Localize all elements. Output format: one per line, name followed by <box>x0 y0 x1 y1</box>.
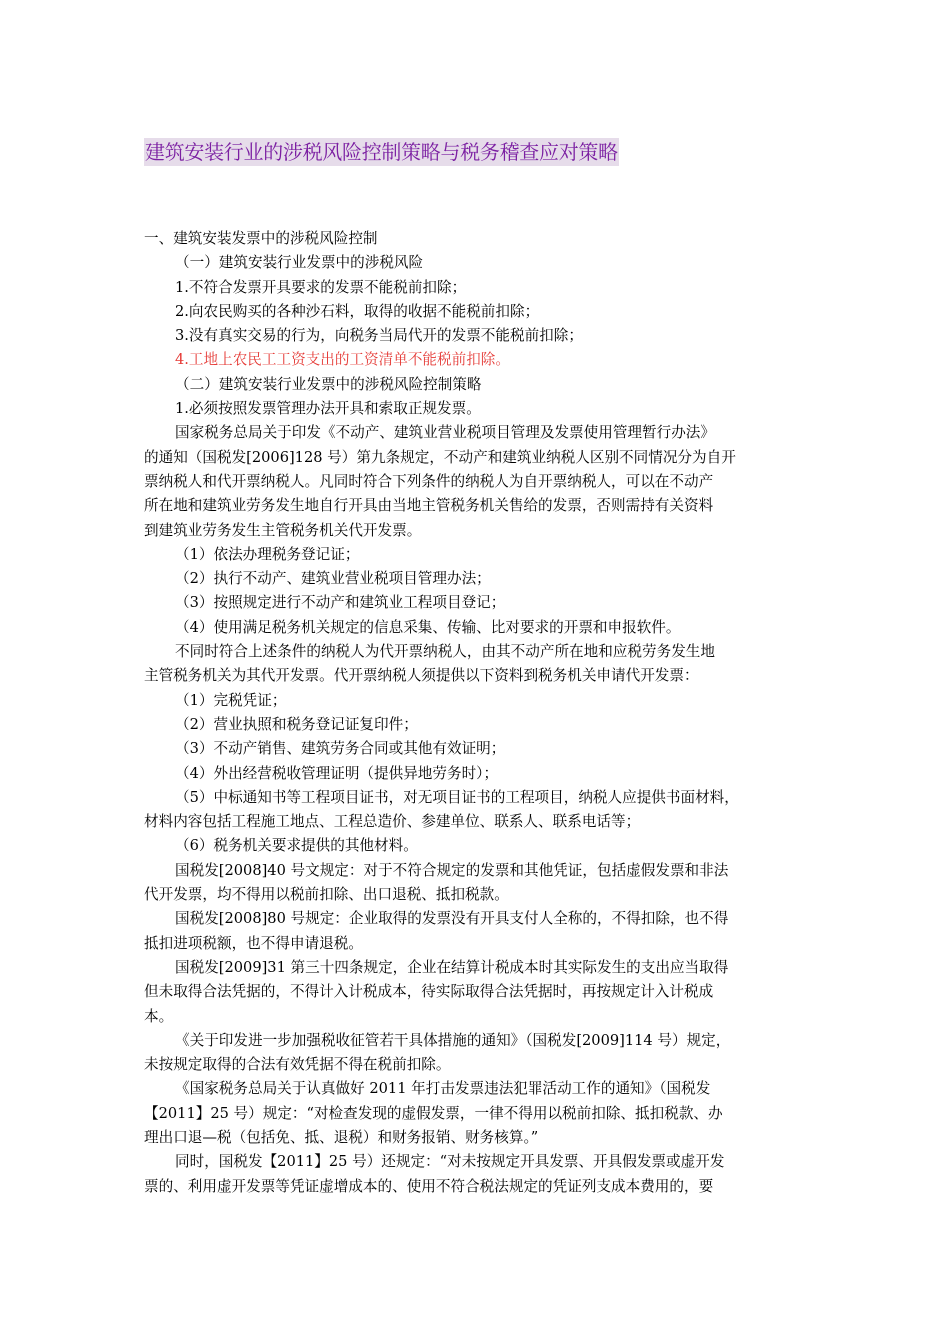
paragraph-line: 国税发[2008]40 号文规定：对于不符合规定的发票和其他凭证，包括虚假发票和非法 <box>175 861 729 879</box>
paragraph <box>144 907 812 956</box>
paragraph-line: 《国家税务总局关于认真做好 2011 年打击发票违法犯罪活动工作的通知》（国税发 <box>175 1080 711 1098</box>
list-item: （4）外出经营税收管理证明（提供异地劳务时）； <box>175 764 499 782</box>
list-item: （3）按照规定进行不动产和建筑业工程项目登记； <box>175 594 506 612</box>
section-heading: 一、建筑安装发票中的涉税风险控制 <box>144 230 378 247</box>
paragraph <box>144 956 812 1029</box>
paragraph-line: 但未取得合法凭据的，不得计入计税成本，待实际取得合法凭据时，再按规定计入计税成 <box>144 983 714 1001</box>
list-item: （4）使用满足税务机关规定的信息采集、传输、比对要求的开票和申报软件。 <box>175 618 681 636</box>
paragraph-line: 不同时符合上述条件的纳税人为代开票纳税人，由其不动产所在地和应税劳务发生地 <box>175 643 715 661</box>
paragraph-line: 票的、利用虚开发票等凭证虚增成本的、使用不符合税法规定的凭证列支成本费用的，要 <box>144 1177 714 1195</box>
paragraph-line: 理出口退—税（包括免、抵、退税）和财务报销、财务核算。” <box>144 1128 539 1146</box>
paragraph-line: 所在地和建筑业劳务发生地自行开具由当地主管税务机关售给的发票，否则需持有关资料 <box>144 497 714 515</box>
list-item: （6）税务机关要求提供的其他材料。 <box>175 837 418 855</box>
paragraph-line: 材料内容包括工程施工地点、工程总造价、参建单位、联系人、联系电话等； <box>144 813 641 831</box>
paragraph-line: 代开发票，均不得用以税前扣除、出口退税、抵扣税款。 <box>144 886 509 904</box>
list-item: （3）不动产销售、建筑劳务合同或其他有效证明； <box>175 740 506 758</box>
paragraph-line: 未按规定取得的合法有效凭据不得在税前扣除。 <box>144 1056 451 1074</box>
paragraph <box>144 1150 812 1199</box>
paragraph-line: 《关于印发进一步加强税收征管若干具体措施的通知》（国税发[2009]114 号）规定， <box>175 1031 731 1049</box>
paragraph <box>144 859 812 908</box>
paragraph-line: 国税发[2008]80 号规定：企业取得的发票没有开具支付人全称的，不得扣除，也不得 <box>175 910 729 928</box>
list-item: 1.必须按照发票管理办法开具和索取正规发票。 <box>175 400 481 418</box>
paragraph-line: 主管税务机关为其代开发票。代开票纳税人须提供以下资料到税务机关申请代开发票： <box>144 667 699 685</box>
document-title: 建筑安装行业的涉税风险控制策略与税务稽查应对策略 <box>145 140 618 164</box>
paragraph <box>144 421 812 542</box>
paragraph-line: 抵扣进项税额，也不得申请退税。 <box>144 934 363 952</box>
list-item: 3.没有真实交易的行为，向税务当局代开的发票不能税前扣除； <box>175 327 583 345</box>
subsection-heading: （一）建筑安装行业发票中的涉税风险 <box>175 254 424 272</box>
list-item: （2）执行不动产、建筑业营业税项目管理办法； <box>175 570 491 588</box>
document-body <box>144 227 812 1199</box>
paragraph <box>144 1077 812 1150</box>
paragraph-line: 同时，国税发【2011】25 号）还规定：“对未按规定开具发票、开具假发票或虚开发 <box>175 1153 725 1171</box>
list-item-highlighted: 4.工地上农民工工资支出的工资清单不能税前扣除。 <box>175 351 510 369</box>
paragraph <box>144 1029 812 1078</box>
list-item: 1.不符合发票开具要求的发票不能税前扣除； <box>175 278 467 296</box>
paragraph-line: 的通知（国税发[2006]128 号）第九条规定，不动产和建筑业纳税人区别不同情况分为自开 <box>144 448 736 466</box>
paragraph-line: （5）中标通知书等工程项目证书，对无项目证书的工程项目，纳税人应提供书面材料， <box>175 788 739 806</box>
list-item: 2.向农民购买的各种沙石料，取得的收据不能税前扣除； <box>175 302 540 320</box>
list-item: （1）完税凭证； <box>175 691 287 709</box>
paragraph-line: 本。 <box>144 1007 174 1025</box>
list-item: （2）营业执照和税务登记证复印件； <box>175 715 418 733</box>
paragraph-line: 【2011】25 号）规定：“对检查发现的虚假发票，一律不得用以税前扣除、抵扣税款、办 <box>144 1104 723 1122</box>
list-item: （1）依法办理税务登记证； <box>175 545 360 563</box>
paragraph-line: 票纳税人和代开票纳税人。凡同时符合下列条件的纳税人为自开票纳税人，可以在不动产 <box>144 472 714 490</box>
paragraph-line: 国税发[2009]31 第三十四条规定，企业在结算计税成本时其实际发生的支出应当取得 <box>175 958 729 976</box>
subsection-heading: （二）建筑安装行业发票中的涉税风险控制策略 <box>175 375 482 393</box>
paragraph <box>144 786 812 835</box>
paragraph-line: 到建筑业劳务发生主管税务机关代开发票。 <box>144 521 422 539</box>
paragraph <box>144 640 812 689</box>
paragraph-line: 国家税务总局关于印发《不动产、建筑业营业税项目管理及发票使用管理暂行办法》 <box>175 424 715 442</box>
